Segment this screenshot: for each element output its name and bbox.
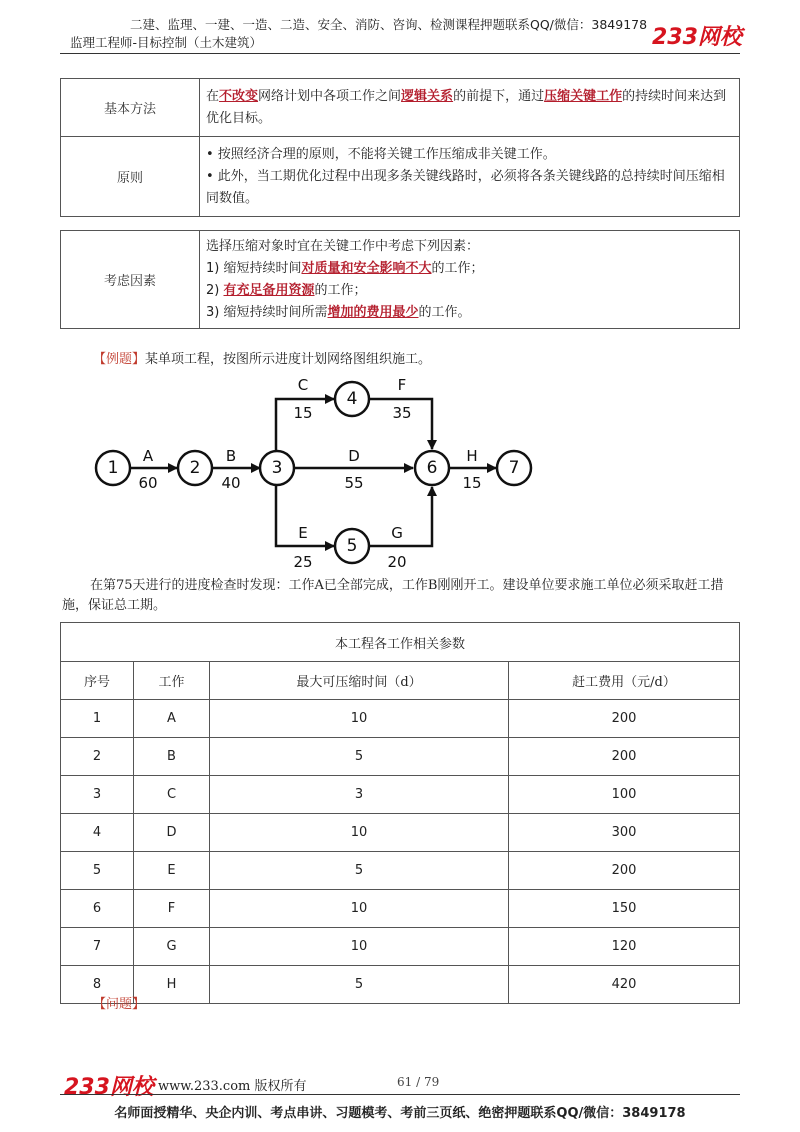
- node-2-label: 2: [189, 458, 201, 478]
- header-cost: 赶工费用（元/d）: [509, 662, 740, 700]
- params-header-row: [61, 662, 740, 700]
- factors-label: 考虑因素: [61, 231, 200, 329]
- principle-label: 原则: [61, 137, 200, 217]
- cell-cost: 200: [509, 852, 740, 890]
- table-row: [61, 776, 740, 814]
- params-caption-row: [61, 623, 740, 662]
- edge-c-label: C: [297, 376, 309, 394]
- page-number: 61 / 79: [397, 1075, 440, 1089]
- cell-index: 4: [61, 814, 134, 852]
- cell-cost: 420: [509, 966, 740, 1004]
- example-text: 某单项工程，按图所示进度计划网络图组织施工。: [145, 352, 432, 367]
- edge-g-duration: 20: [387, 553, 407, 571]
- edge-f-label: F: [397, 376, 407, 394]
- cell-max-compress: 10: [210, 928, 509, 966]
- edge-b-duration: 40: [221, 474, 241, 492]
- cell-cost: 100: [509, 776, 740, 814]
- cell-cost: 120: [509, 928, 740, 966]
- table-row: [61, 738, 740, 776]
- node-6-label: 6: [426, 458, 438, 478]
- cell-work: A: [134, 700, 210, 738]
- table-row: [61, 814, 740, 852]
- example-tag: 【例题】: [93, 352, 146, 367]
- node-4-label: 4: [346, 389, 358, 409]
- factor-item: 2) 有充足备用资源的工作；: [206, 282, 367, 298]
- principle-bullet: • 按照经济合理的原则，不能将关键工作压缩成非关键工作。: [206, 146, 556, 162]
- edge-h-duration: 15: [462, 474, 482, 492]
- header-work: 工作: [134, 662, 210, 700]
- cell-work: E: [134, 852, 210, 890]
- cell-index: 2: [61, 738, 134, 776]
- cell-index: 1: [61, 700, 134, 738]
- edge-a-duration: 60: [138, 474, 158, 492]
- cell-cost: 150: [509, 890, 740, 928]
- header-max-compress: 最大可压缩时间（d）: [210, 662, 509, 700]
- cell-max-compress: 10: [210, 890, 509, 928]
- method-value: 在不改变网络计划中各项工作之间逻辑关系的前提下，通过压缩关键工作的持续时间来达到优化目标。: [200, 79, 740, 137]
- cell-max-compress: 10: [210, 814, 509, 852]
- cell-index: 5: [61, 852, 134, 890]
- cell-index: 6: [61, 890, 134, 928]
- node-3-label: 3: [271, 458, 283, 478]
- edge-e-duration: 25: [293, 553, 313, 571]
- cell-work: H: [134, 966, 210, 1004]
- params-caption: 本工程各工作相关参数: [61, 623, 740, 662]
- question-tag: 【问题】: [93, 997, 146, 1012]
- edge-d-label: D: [348, 447, 360, 465]
- edge-c-duration: 15: [293, 404, 313, 422]
- footer-logo: 233网校: [64, 1075, 154, 1100]
- header-index: 序号: [61, 662, 134, 700]
- cell-max-compress: 10: [210, 700, 509, 738]
- footer-rule: [60, 1094, 740, 1095]
- cell-work: G: [134, 928, 210, 966]
- cell-cost: 200: [509, 738, 740, 776]
- edge-h-label: H: [466, 447, 478, 465]
- cell-work: C: [134, 776, 210, 814]
- edge-b-label: B: [225, 447, 237, 465]
- check-paragraph: 在第75天进行的进度检查时发现：工作A已全部完成，工作B刚刚开工。建设单位要求施工单位必须采取赶工措施，保证总工期。: [62, 578, 724, 613]
- node-7-label: 7: [508, 458, 520, 478]
- cell-max-compress: 3: [210, 776, 509, 814]
- cell-index: 3: [61, 776, 134, 814]
- header-courses-line: 二建、监理、一建、一造、二造、安全、消防、咨询、检测课程押题联系QQ/微信：3849178: [130, 17, 648, 32]
- factor-item: 1) 缩短持续时间对质量和安全影响不大的工作；: [206, 260, 484, 276]
- factor-item: 3) 缩短持续时间所需增加的费用最少的工作。: [206, 304, 471, 320]
- params-table: [60, 622, 740, 1004]
- principle-bullet: • 此外，当工期优化过程中出现多条关键线路时，必须将各条关键线路的总持续时间压缩相同数值。: [206, 168, 725, 206]
- edge-f-duration: 35: [392, 404, 412, 422]
- node-5-label: 5: [346, 536, 358, 556]
- footer-site: www.233.com 版权所有: [158, 1079, 307, 1094]
- table-row: [61, 890, 740, 928]
- table-row: [61, 928, 740, 966]
- cell-max-compress: 5: [210, 966, 509, 1004]
- header-logo: 233网校: [652, 25, 742, 50]
- table-row: [61, 700, 740, 738]
- header-subtitle: 监理工程师-目标控制（土木建筑）: [70, 35, 263, 50]
- cell-work: F: [134, 890, 210, 928]
- edge-g-label: G: [391, 524, 403, 542]
- cell-cost: 300: [509, 814, 740, 852]
- cell-index: 7: [61, 928, 134, 966]
- cell-index: 8: [61, 966, 134, 1004]
- cell-max-compress: 5: [210, 738, 509, 776]
- table-row: [61, 852, 740, 890]
- node-1-label: 1: [107, 458, 119, 478]
- edge-e-label: E: [298, 524, 308, 542]
- method-label: 基本方法: [61, 79, 200, 137]
- edge-a-label: A: [142, 447, 154, 465]
- table-row: [61, 966, 740, 1004]
- cell-work: D: [134, 814, 210, 852]
- footer-bottom-line: 名师面授精华、央企内训、考点串讲、习题模考、考前三页纸、绝密押题联系QQ/微信：3849178: [114, 1106, 686, 1121]
- cell-max-compress: 5: [210, 852, 509, 890]
- edge-d-duration: 55: [344, 474, 364, 492]
- cell-cost: 200: [509, 700, 740, 738]
- factors-intro: 选择压缩对象时宜在关键工作中考虑下列因素：: [206, 238, 480, 254]
- cell-work: B: [134, 738, 210, 776]
